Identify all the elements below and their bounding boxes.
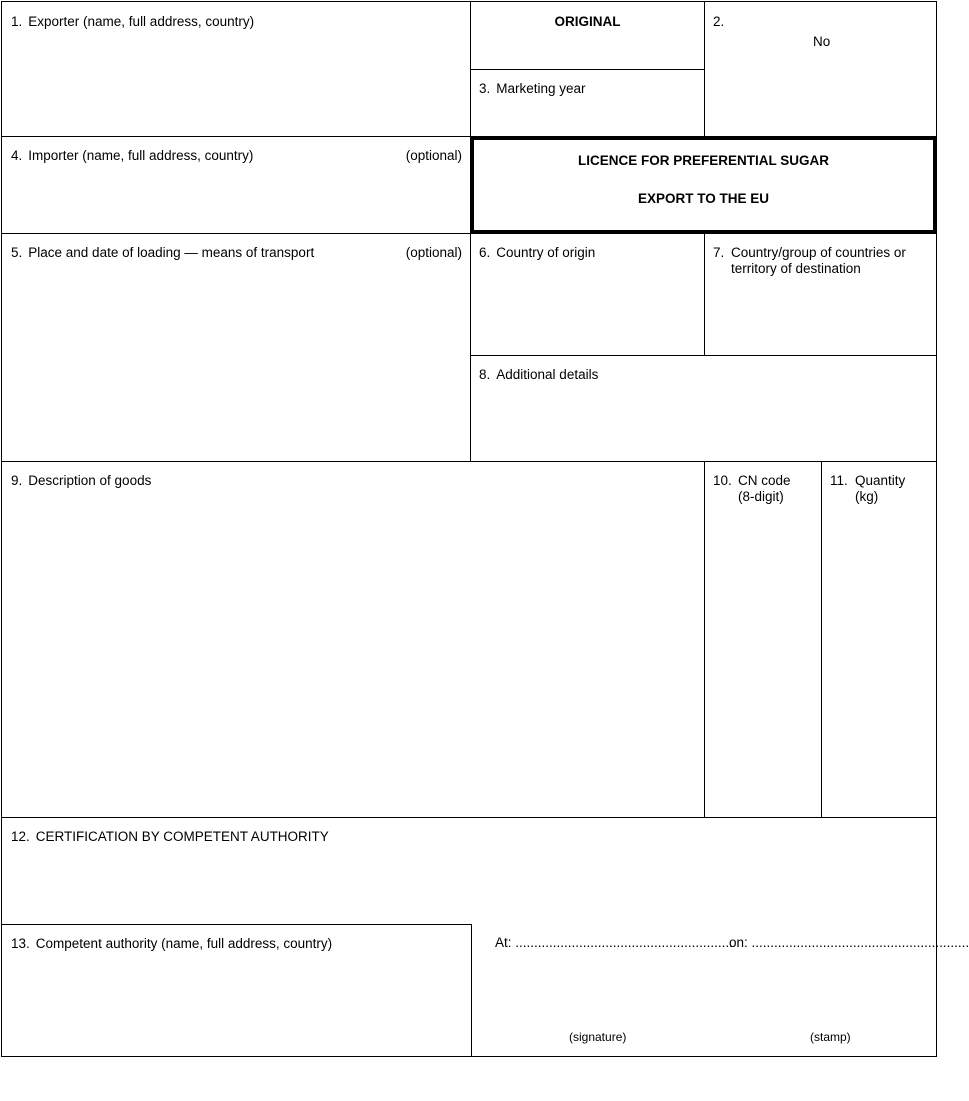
box-7-number: 7.: [713, 245, 725, 260]
box-4-optional: (optional): [405, 148, 462, 163]
box-2-number-field: [704, 1, 937, 137]
box-11-label-line-1: Quantity: [855, 473, 906, 488]
box-5-label: Place and date of loading — means of transport: [28, 245, 315, 260]
box-9-description-of-goods: [1, 461, 705, 818]
box-12-number: 12.: [11, 829, 30, 844]
box-10-label-line-1: CN code: [738, 473, 791, 488]
box-4-label: Importer (name, full address, country): [28, 148, 254, 163]
stamp-label: (stamp): [810, 1030, 851, 1044]
box-11-number: 11.: [830, 473, 848, 488]
box-6-label: Country of origin: [496, 245, 596, 260]
at-label: At:: [495, 935, 512, 950]
box-7-destination: [704, 233, 937, 356]
box-8-number: 8.: [479, 367, 491, 382]
box-8-label: Additional details: [496, 367, 599, 382]
box-10-label-line-2: (8-digit): [738, 489, 784, 504]
box-3-number: 3.: [479, 81, 491, 96]
box-6-number: 6.: [479, 245, 491, 260]
box-1-exporter: [1, 1, 471, 137]
box-11-quantity: [821, 461, 937, 818]
box-13-competent-authority: [1, 924, 472, 1057]
box-7-label-line-1: Country/group of countries or: [731, 245, 906, 260]
box-1-number: 1.: [11, 14, 23, 29]
box-4-number: 4.: [11, 148, 23, 163]
box-5-loading-transport: [1, 233, 471, 462]
licence-title-line-1: LICENCE FOR PREFERENTIAL SUGAR: [577, 153, 829, 168]
box-3-marketing-year: [470, 69, 705, 137]
box-13-number: 13.: [11, 936, 30, 951]
on-label: on:: [729, 935, 748, 950]
original-label: ORIGINAL: [554, 14, 621, 29]
box-10-cn-code: [704, 461, 822, 818]
box-2-no-label: No: [813, 34, 831, 49]
box-1-label: Exporter (name, full address, country): [28, 14, 255, 29]
box-10-number: 10.: [713, 473, 732, 488]
box-7-label-line-2: territory of destination: [731, 261, 861, 276]
box-5-number: 5.: [11, 245, 23, 260]
box-2-number: 2.: [713, 14, 725, 29]
on-dotted-line: ..........................................................: [751, 935, 969, 950]
licence-title-line-2: EXPORT TO THE EU: [637, 191, 770, 206]
box-9-label: Description of goods: [28, 473, 152, 488]
box-4-importer: [1, 136, 471, 234]
original-box: [470, 1, 705, 70]
box-3-label: Marketing year: [496, 81, 586, 96]
box-13-label: Competent authority (name, full address, country): [35, 936, 333, 951]
box-5-optional: (optional): [405, 245, 462, 260]
at-dotted-line: ..........................................................: [515, 935, 733, 950]
box-6-country-of-origin: [470, 233, 705, 356]
licence-title-box: [470, 136, 937, 234]
box-8-additional-details: [470, 355, 937, 462]
box-12-label: CERTIFICATION BY COMPETENT AUTHORITY: [35, 829, 329, 844]
box-11-label-line-2: (kg): [855, 489, 879, 504]
signature-label: (signature): [569, 1030, 627, 1044]
box-9-number: 9.: [11, 473, 23, 488]
